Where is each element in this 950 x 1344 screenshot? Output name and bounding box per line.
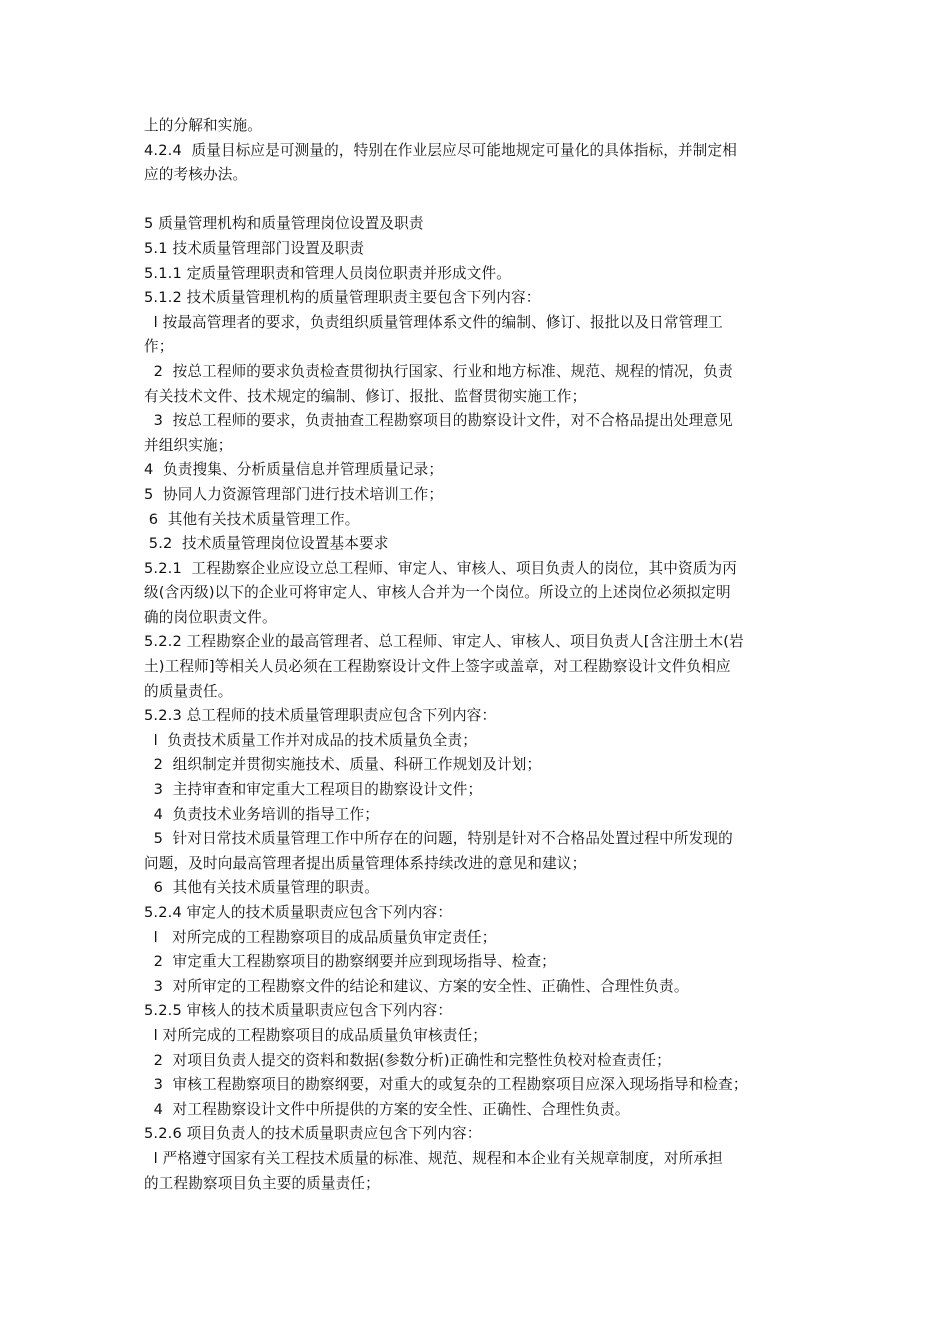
text-line: 3 主持审查和审定重大工程项目的勘察设计文件；: [144, 781, 483, 799]
text-line: 5 针对日常技术质量管理工作中所存在的问题，特别是针对不合格品处置过程中所发现的: [144, 830, 733, 848]
text-line: 3 对所审定的工程勘察文件的结论和建议、方案的安全性、正确性、合理性负责。: [144, 977, 689, 995]
text-line: 5.2.4 审定人的技术质量职责应包含下列内容：: [144, 904, 453, 921]
text-line: l 严格遵守国家有关工程技术质量的标准、规范、规程和本企业有关规章制度，对所承担: [144, 1149, 723, 1167]
text-line: l 负责技术质量工作并对成品的技术质量负全责；: [144, 731, 477, 749]
text-line: 级(含丙级)以下的企业可将审定人、审核人合并为一个岗位。所设立的上述岗位必须拟定明: [144, 584, 731, 602]
text-line: 5.2.1 工程勘察企业应设立总工程师、审定人、审核人、项目负责人的岗位，其中资质为丙: [144, 559, 737, 577]
text-line: 2 组织制定并贯彻实施技术、质量、科研工作规划及计划；: [144, 756, 542, 774]
text-line: l 按最高管理者的要求，负责组织质量管理体系文件的编制、修订、报批以及日常管理工: [144, 313, 723, 331]
text-line: 4 负责搜集、分析质量信息并管理质量记录；: [144, 461, 444, 479]
text-line: 6 其他有关技术质量管理工作。: [144, 510, 360, 528]
text-line: 6 其他有关技术质量管理的职责。: [144, 879, 380, 897]
text-line: 上的分解和实施。: [144, 117, 262, 134]
text-line: 3 审核工程勘察项目的勘察纲要，对重大的或复杂的工程勘察项目应深入现场指导和检查；: [144, 1076, 748, 1094]
text-line: 5 质量管理机构和质量管理岗位设置及职责: [144, 215, 424, 233]
text-line: 确的岗位职责文件。: [144, 608, 277, 626]
text-line: 2 按总工程师的要求负责检查贯彻执行国家、行业和地方标准、规范、规程的情况，负责: [144, 362, 733, 380]
text-line: 应的考核办法。: [144, 166, 248, 184]
text-line: 4 对工程勘察设计文件中所提供的方案的安全性、正确性、合理性负责。: [144, 1100, 630, 1118]
text-line: 的工程勘察项目负主要的质量责任；: [144, 1174, 380, 1192]
text-line: 5.1.1 定质量管理职责和管理人员岗位职责并形成文件。: [144, 264, 512, 282]
text-line: 4 负责技术业务培训的指导工作；: [144, 805, 380, 823]
text-line: 3 按总工程师的要求，负责抽查工程勘察项目的勘察设计文件，对不合格品提出处理意见: [144, 412, 733, 430]
text-line: 5.2.3 总工程师的技术质量管理职责应包含下列内容：: [144, 707, 497, 725]
blank-line: [144, 188, 824, 213]
text-line: l 对所完成的工程勘察项目的成品质量负审定责任；: [144, 928, 497, 946]
text-line: 4.2.4 质量目标应是可测量的，特别在作业层应尽可能地规定可量化的具体指标，并制定相: [144, 141, 737, 159]
text-line: 作；: [144, 338, 174, 356]
text-line: 5.2.2 工程勘察企业的最高管理者、总工程师、审定人、审核人、项目负责人[含注册土木(岩: [144, 633, 744, 651]
document-body: [144, 114, 824, 1196]
text-line: 5.1.2 技术质量管理机构的质量管理职责主要包含下列内容：: [144, 289, 541, 307]
text-line: 并组织实施；: [144, 436, 233, 454]
text-line: 5.2 技术质量管理岗位设置基本要求: [144, 535, 389, 553]
text-line: 5 协同人力资源管理部门进行技术培训工作；: [144, 485, 444, 503]
text-line: l 对所完成的工程勘察项目的成品质量负审核责任；: [144, 1026, 487, 1044]
text-line: 的质量责任。: [144, 682, 233, 700]
text-line: 5.2.5 审核人的技术质量职责应包含下列内容：: [144, 1002, 453, 1020]
text-line: 5.1 技术质量管理部门设置及职责: [144, 239, 365, 257]
text-line: 有关技术文件、技术规定的编制、修订、报批、监督贯彻实施工作；: [144, 387, 587, 405]
text-line: 2 审定重大工程勘察项目的勘察纲要并应到现场指导、检查；: [144, 953, 556, 971]
text-line: 5.2.6 项目负责人的技术质量职责应包含下列内容：: [144, 1125, 482, 1143]
text-line: 2 对项目负责人提交的资料和数据(参数分析)正确性和完整性负校对检查责任；: [144, 1051, 671, 1069]
text-line: 土)工程师]等相关人员必须在工程勘察设计文件上签字或盖章，对工程勘察设计文件负相应: [144, 658, 731, 676]
text-line: 问题，及时向最高管理者提出质量管理体系持续改进的意见和建议；: [144, 854, 587, 872]
